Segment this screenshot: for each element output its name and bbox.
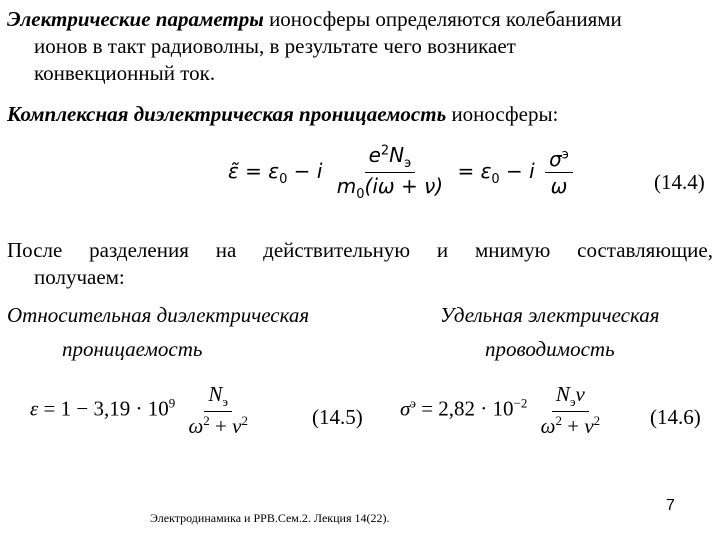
slide-footer: Электродинамика и РРВ.Сем.2. Лекция 14(22). xyxy=(150,511,390,525)
eq2-exponent: 9 xyxy=(168,395,176,411)
caption-relative-permittivity xyxy=(7,302,309,363)
eq2-fraction: $\frac{N_э}{\omega^2 + \nu^2}$ xyxy=(188,382,248,439)
eq3-coefficient: 2,82 xyxy=(438,396,476,421)
paragraph-electrical-params xyxy=(7,6,717,87)
eq3-fraction: $\frac{N_э\nu}{\omega^2 + \nu^2}$ xyxy=(540,382,601,439)
caption-left-line2: проницаемость xyxy=(62,337,203,361)
para1-line2: ионов в такт радиоволны, в результате чего возникает xyxy=(34,34,516,58)
eq2-coefficient: 3,19 xyxy=(93,396,131,421)
para1-line1-rest: ионосферы определяются колебаниями xyxy=(263,7,622,31)
page-number: 7 xyxy=(666,497,675,514)
equation-number-14-4: (14.4) xyxy=(654,170,705,194)
eq1-fraction-1: $\frac{e^2N_э}{m_0(i\omega + \nu)}$ xyxy=(336,143,444,202)
caption-left-line1: Относительная диэлектрическая xyxy=(7,303,310,327)
para3-line2: получаем: xyxy=(34,265,125,289)
para1-line3: конвекционный ток. xyxy=(34,61,216,85)
equation-14-5: $\varepsilon = 1 - 3,19 \cdot 10^9$ $\frac{N_э}{\omega^2 + \nu^2}$ xyxy=(30,382,256,439)
paragraph-after-separation xyxy=(7,237,713,291)
caption-specific-conductivity xyxy=(440,302,660,363)
eq3-exponent: −2 xyxy=(513,395,528,411)
equation-number-14-6: (14.6) xyxy=(650,405,701,429)
eq1-fraction-2: $\frac{\sigma^э}{\omega}$ xyxy=(545,147,573,198)
equation-14-4: ε̃ = $\varepsilon_0 - i$ $\frac{e^2N_э}{m_0(i\omega + \nu)}$ = $\varepsilon_0 - i$ $\frac{\sigma^э}{\omega}$ xyxy=(228,143,577,202)
paragraph-complex-permittivity xyxy=(7,101,717,128)
equation-14-6: $\sigma^э = 2,82 \cdot 10^{-2}$ $\frac{N_э\nu}{\omega^2 + \nu^2}$ xyxy=(400,382,608,439)
para2-rest: ионосферы: xyxy=(446,102,559,126)
caption-right-line1: Удельная электрическая xyxy=(440,303,660,327)
term-complex-permittivity: Комплексная диэлектрическая проницаемость xyxy=(7,102,447,126)
term-electrical-params: Электрические параметры xyxy=(7,7,264,31)
equation-number-14-5: (14.5) xyxy=(312,405,363,429)
para3-line1: После разделения на действительную и мнимую составляющие, xyxy=(7,238,713,262)
caption-right-line2: проводимость xyxy=(485,337,615,361)
